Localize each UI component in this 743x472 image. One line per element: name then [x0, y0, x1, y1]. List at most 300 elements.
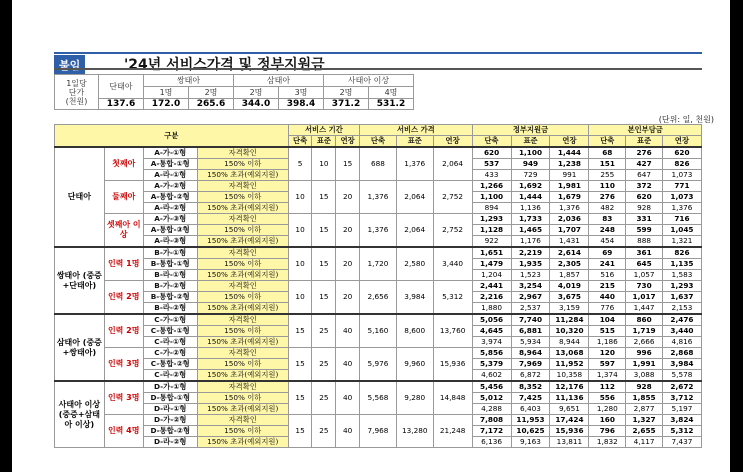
subgroup-label: 둘째아 [104, 181, 143, 214]
group-label: 삼태아 (중증+쌍태아) [55, 314, 105, 381]
header-short: 단축 [360, 136, 397, 148]
document-page [12, 0, 730, 472]
condition-cell: 150% 초과(예외지원) [197, 303, 288, 315]
rate-quad-2: 371.2 [324, 99, 369, 110]
type-cell: A-라-①형 [143, 170, 197, 181]
period-cell: 40 [336, 415, 360, 448]
price-cell: 688 [360, 147, 397, 181]
subgroup-label: 인력 4명 [104, 415, 143, 448]
gov-subsidy-cell: 4,645 [472, 326, 511, 337]
self-payment-cell: 4,117 [626, 437, 663, 448]
gov-subsidy-cell: 729 [511, 170, 550, 181]
price-cell: 7,968 [360, 415, 397, 448]
gov-subsidy-cell: 12,176 [550, 381, 589, 393]
period-cell: 25 [312, 381, 336, 415]
header-short: 단축 [589, 136, 626, 148]
self-payment-cell: 248 [589, 225, 626, 236]
gov-subsidy-cell: 10,625 [511, 426, 550, 437]
self-payment-cell: 1,447 [626, 303, 663, 315]
header-gov: 정부지원금 [472, 125, 589, 136]
group-label: 단태아 [55, 147, 105, 247]
gov-subsidy-cell: 6,872 [511, 370, 550, 382]
condition-cell: 자격확인 [197, 281, 288, 292]
self-payment-cell: 5,578 [662, 370, 701, 382]
gov-subsidy-cell: 1,136 [511, 203, 550, 214]
type-cell: C-라-②형 [143, 370, 197, 382]
unit-note: (단위: 일, 천원) [658, 115, 714, 124]
self-payment-cell: 716 [662, 214, 701, 225]
condition-cell: 150% 이하 [197, 326, 288, 337]
self-payment-cell: 104 [589, 314, 626, 326]
gov-subsidy-cell: 620 [472, 147, 511, 159]
gov-subsidy-cell: 10,358 [550, 370, 589, 382]
self-payment-cell: 597 [589, 359, 626, 370]
gov-subsidy-cell: 6,136 [472, 437, 511, 448]
price-cell: 1,376 [396, 147, 433, 181]
period-cell: 15 [312, 214, 336, 248]
condition-cell: 150% 이하 [197, 192, 288, 203]
gov-subsidy-cell: 894 [472, 203, 511, 214]
type-cell: C-라-①형 [143, 337, 197, 348]
gov-subsidy-cell: 1,444 [511, 192, 550, 203]
price-cell: 1,376 [360, 214, 397, 248]
self-payment-cell: 645 [626, 259, 663, 270]
gov-subsidy-cell: 3,254 [511, 281, 550, 292]
price-cell: 2,580 [396, 247, 433, 281]
self-payment-cell: 730 [626, 281, 663, 292]
gov-subsidy-cell: 10,320 [550, 326, 589, 337]
period-cell: 20 [336, 247, 360, 281]
self-payment-cell: 372 [626, 181, 663, 192]
gov-subsidy-cell: 2,441 [472, 281, 511, 292]
table-row [55, 247, 702, 259]
period-cell: 15 [288, 348, 312, 382]
gov-subsidy-cell: 9,163 [511, 437, 550, 448]
gov-subsidy-cell: 433 [472, 170, 511, 181]
type-cell: B-라-②형 [143, 303, 197, 315]
period-cell: 5 [288, 147, 312, 181]
self-payment-cell: 2,153 [662, 303, 701, 315]
gov-subsidy-cell: 1,880 [472, 303, 511, 315]
self-payment-cell: 1,855 [626, 393, 663, 404]
header-std: 표준 [511, 136, 550, 148]
price-cell: 2,064 [396, 214, 433, 248]
condition-cell: 150% 초과(예외지원) [197, 203, 288, 214]
price-cell: 5,976 [360, 348, 397, 382]
period-cell: 40 [336, 314, 360, 348]
price-cell: 2,752 [433, 181, 472, 214]
price-cell: 5,312 [433, 281, 472, 315]
gov-subsidy-cell: 1,376 [550, 203, 589, 214]
gov-subsidy-cell: 1,857 [550, 270, 589, 281]
self-payment-cell: 5,197 [662, 404, 701, 415]
gov-subsidy-cell: 2,036 [550, 214, 589, 225]
title-underline [54, 68, 702, 70]
gov-subsidy-cell: 7,969 [511, 359, 550, 370]
price-cell: 9,280 [396, 381, 433, 415]
gov-subsidy-cell: 1,523 [511, 270, 550, 281]
header-quad: 사태아 이상 [324, 75, 414, 87]
service-price-body [55, 147, 702, 448]
row-label-line: 단가 [68, 87, 85, 97]
self-payment-cell: 454 [589, 236, 626, 248]
gov-subsidy-cell: 1,465 [511, 225, 550, 236]
period-cell: 10 [288, 247, 312, 281]
gov-subsidy-cell: 922 [472, 236, 511, 248]
gov-subsidy-cell: 11,284 [550, 314, 589, 326]
header-self: 본인부담금 [589, 125, 702, 136]
gov-subsidy-cell: 4,288 [472, 404, 511, 415]
self-payment-cell: 3,984 [662, 359, 701, 370]
subgroup-label: 인력 3명 [104, 381, 143, 415]
gov-subsidy-cell: 1,444 [550, 147, 589, 159]
gov-subsidy-cell: 1,204 [472, 270, 511, 281]
self-payment-cell: 599 [626, 225, 663, 236]
subgroup-label: 첫째아 [104, 147, 143, 181]
header-std: 표준 [396, 136, 433, 148]
gov-subsidy-cell: 2,219 [511, 247, 550, 259]
period-cell: 20 [336, 214, 360, 248]
type-cell: A-통합-①형 [143, 159, 197, 170]
gov-subsidy-cell: 2,967 [511, 292, 550, 303]
self-payment-cell: 427 [626, 159, 663, 170]
self-payment-cell: 1,832 [589, 437, 626, 448]
price-cell: 13,280 [396, 415, 433, 448]
condition-cell: 150% 초과(예외지원) [197, 370, 288, 382]
gov-subsidy-cell: 1,479 [472, 259, 511, 270]
table-row [55, 381, 702, 393]
self-payment-cell: 928 [626, 381, 663, 393]
gov-subsidy-cell: 1,981 [550, 181, 589, 192]
gov-subsidy-cell: 1,176 [511, 236, 550, 248]
self-payment-cell: 796 [589, 426, 626, 437]
price-cell: 1,376 [360, 181, 397, 214]
gov-subsidy-cell: 11,136 [550, 393, 589, 404]
gov-subsidy-cell: 1,692 [511, 181, 550, 192]
type-cell: C-통합-①형 [143, 326, 197, 337]
self-payment-cell: 771 [662, 181, 701, 192]
period-cell: 15 [336, 147, 360, 181]
price-cell: 1,720 [360, 247, 397, 281]
condition-cell: 150% 이하 [197, 292, 288, 303]
header-short: 단축 [472, 136, 511, 148]
period-cell: 10 [288, 281, 312, 315]
header-price: 서비스 가격 [360, 125, 473, 136]
type-cell: D-라-①형 [143, 404, 197, 415]
condition-cell: 150% 초과(예외지원) [197, 170, 288, 181]
gov-subsidy-cell: 3,675 [550, 292, 589, 303]
header-single: 단태아 [99, 75, 144, 99]
condition-cell: 150% 이하 [197, 426, 288, 437]
self-payment-cell: 1,057 [626, 270, 663, 281]
type-cell: A-가-③형 [143, 214, 197, 225]
self-payment-cell: 1,583 [662, 270, 701, 281]
period-cell: 20 [336, 181, 360, 214]
type-cell: A-라-②형 [143, 203, 197, 214]
self-payment-cell: 1,073 [662, 170, 701, 181]
table-row [55, 348, 702, 359]
gov-subsidy-cell: 5,934 [511, 337, 550, 348]
gov-subsidy-cell: 6,881 [511, 326, 550, 337]
self-payment-cell: 1,991 [626, 359, 663, 370]
group-label: 쌍태아 (중증+단태아) [55, 247, 105, 314]
type-cell: D-라-②형 [143, 437, 197, 448]
self-payment-cell: 241 [589, 259, 626, 270]
daily-rate-table [54, 74, 414, 110]
condition-cell: 150% 초과(예외지원) [197, 270, 288, 281]
type-cell: B-라-①형 [143, 270, 197, 281]
gov-subsidy-cell: 17,424 [550, 415, 589, 426]
gov-subsidy-cell: 8,964 [511, 348, 550, 359]
condition-cell: 150% 이하 [197, 225, 288, 236]
gov-subsidy-cell: 11,953 [511, 415, 550, 426]
subgroup-label: 셋째아 이상 [104, 214, 143, 248]
self-payment-cell: 888 [626, 236, 663, 248]
header-ext: 연장 [550, 136, 589, 148]
gov-subsidy-cell: 5,856 [472, 348, 511, 359]
gov-subsidy-cell: 1,431 [550, 236, 589, 248]
header-ext: 연장 [433, 136, 472, 148]
period-cell: 15 [288, 415, 312, 448]
header-ext: 연장 [662, 136, 701, 148]
type-cell: C-가-②형 [143, 348, 197, 359]
self-payment-cell: 215 [589, 281, 626, 292]
table-row [55, 147, 702, 159]
price-cell: 9,960 [396, 348, 433, 382]
header-std: 표준 [626, 136, 663, 148]
self-payment-cell: 2,877 [626, 404, 663, 415]
self-payment-cell: 112 [589, 381, 626, 393]
period-cell: 40 [336, 348, 360, 382]
self-payment-cell: 1,374 [589, 370, 626, 382]
self-payment-cell: 620 [626, 192, 663, 203]
gov-subsidy-cell: 1,935 [511, 259, 550, 270]
period-cell: 15 [312, 281, 336, 315]
period-cell: 20 [336, 281, 360, 315]
gov-subsidy-cell: 1,293 [472, 214, 511, 225]
type-cell: C-통합-②형 [143, 359, 197, 370]
period-cell: 40 [336, 381, 360, 415]
self-payment-cell: 3,824 [662, 415, 701, 426]
gov-subsidy-cell: 1,100 [511, 147, 550, 159]
price-cell: 13,760 [433, 314, 472, 348]
self-payment-cell: 1,293 [662, 281, 701, 292]
header-triplet-2: 2명 [234, 87, 279, 99]
self-payment-cell: 776 [589, 303, 626, 315]
self-payment-cell: 2,666 [626, 337, 663, 348]
self-payment-cell: 1,186 [589, 337, 626, 348]
gov-subsidy-cell: 1,679 [550, 192, 589, 203]
self-payment-cell: 69 [589, 247, 626, 259]
self-payment-cell: 151 [589, 159, 626, 170]
gov-subsidy-cell: 7,740 [511, 314, 550, 326]
condition-cell: 150% 초과(예외지원) [197, 404, 288, 415]
self-payment-cell: 482 [589, 203, 626, 214]
header-twin-2: 2명 [189, 87, 234, 99]
type-cell: D-가-②형 [143, 415, 197, 426]
self-payment-cell: 1,327 [626, 415, 663, 426]
self-payment-cell: 826 [662, 159, 701, 170]
condition-cell: 자격확인 [197, 415, 288, 426]
service-price-table [54, 124, 702, 448]
self-payment-cell: 1,073 [662, 192, 701, 203]
gov-subsidy-cell: 4,602 [472, 370, 511, 382]
self-payment-cell: 255 [589, 170, 626, 181]
gov-subsidy-cell: 8,944 [550, 337, 589, 348]
self-payment-cell: 860 [626, 314, 663, 326]
type-cell: A-통합-③형 [143, 225, 197, 236]
table-row [55, 181, 702, 192]
gov-subsidy-cell: 5,056 [472, 314, 511, 326]
period-cell: 10 [312, 147, 336, 181]
gov-subsidy-cell: 9,651 [550, 404, 589, 415]
self-payment-cell: 516 [589, 270, 626, 281]
period-cell: 25 [312, 314, 336, 348]
condition-cell: 자격확인 [197, 214, 288, 225]
self-payment-cell: 5,312 [662, 426, 701, 437]
subgroup-label: 인력 3명 [104, 348, 143, 382]
gov-subsidy-cell: 2,305 [550, 259, 589, 270]
header-triplet: 삼태아 [234, 75, 324, 87]
gov-subsidy-cell: 2,537 [511, 303, 550, 315]
price-cell: 15,936 [433, 348, 472, 382]
rate-quad-4: 531.2 [369, 99, 414, 110]
self-payment-cell: 160 [589, 415, 626, 426]
type-cell: A-라-③형 [143, 236, 197, 248]
header-period: 서비스 기간 [288, 125, 359, 136]
attachment-badge: 붙임 [54, 55, 85, 75]
self-payment-cell: 2,655 [626, 426, 663, 437]
daily-rate-row-label [55, 75, 99, 110]
rate-triplet-3: 398.4 [279, 99, 324, 110]
self-payment-cell: 1,135 [662, 259, 701, 270]
self-payment-cell: 7,437 [662, 437, 701, 448]
price-cell: 21,248 [433, 415, 472, 448]
self-payment-cell: 3,440 [662, 326, 701, 337]
group-label: 사태아 이상 (중증+삼태아 이상) [55, 381, 105, 448]
gov-subsidy-cell: 991 [550, 170, 589, 181]
gov-subsidy-cell: 3,974 [472, 337, 511, 348]
rate-triplet-2: 344.0 [234, 99, 279, 110]
header-gubun: 구분 [55, 125, 289, 148]
gov-subsidy-cell: 537 [472, 159, 511, 170]
gov-subsidy-cell: 5,379 [472, 359, 511, 370]
condition-cell: 150% 이하 [197, 393, 288, 404]
header-twin: 쌍태아 [144, 75, 234, 87]
subgroup-label: 인력 2명 [104, 281, 143, 315]
gov-subsidy-cell: 3,159 [550, 303, 589, 315]
self-payment-cell: 647 [626, 170, 663, 181]
condition-cell: 150% 이하 [197, 159, 288, 170]
table-row [55, 314, 702, 326]
header-ext: 연장 [336, 136, 360, 148]
type-cell: A-가-①형 [143, 147, 197, 159]
gov-subsidy-cell: 1,238 [550, 159, 589, 170]
self-payment-cell: 1,376 [662, 203, 701, 214]
period-cell: 15 [312, 181, 336, 214]
gov-subsidy-cell: 2,216 [472, 292, 511, 303]
gov-subsidy-cell: 13,068 [550, 348, 589, 359]
period-cell: 10 [288, 214, 312, 248]
type-cell: B-가-②형 [143, 281, 197, 292]
self-payment-cell: 276 [626, 147, 663, 159]
condition-cell: 자격확인 [197, 181, 288, 192]
header-std: 표준 [312, 136, 336, 148]
self-payment-cell: 331 [626, 214, 663, 225]
row-label-line: (천원) [65, 96, 88, 106]
type-cell: D-통합-②형 [143, 426, 197, 437]
condition-cell: 자격확인 [197, 381, 288, 393]
self-payment-cell: 620 [662, 147, 701, 159]
condition-cell: 자격확인 [197, 314, 288, 326]
condition-cell: 자격확인 [197, 348, 288, 359]
self-payment-cell: 826 [662, 247, 701, 259]
rate-single: 137.6 [99, 99, 144, 110]
type-cell: C-가-①형 [143, 314, 197, 326]
gov-subsidy-cell: 13,811 [550, 437, 589, 448]
self-payment-cell: 1,321 [662, 236, 701, 248]
header-quad-4: 4명 [369, 87, 414, 99]
self-payment-cell: 68 [589, 147, 626, 159]
self-payment-cell: 83 [589, 214, 626, 225]
self-payment-cell: 276 [589, 192, 626, 203]
subgroup-label: 인력 1명 [104, 247, 143, 281]
period-cell: 10 [288, 181, 312, 214]
gov-subsidy-cell: 1,100 [472, 192, 511, 203]
type-cell: B-통합-①형 [143, 259, 197, 270]
gov-subsidy-cell: 2,614 [550, 247, 589, 259]
self-payment-cell: 110 [589, 181, 626, 192]
price-cell: 2,752 [433, 214, 472, 248]
price-cell: 3,440 [433, 247, 472, 281]
self-payment-cell: 1,280 [589, 404, 626, 415]
gov-subsidy-cell: 4,019 [550, 281, 589, 292]
period-cell: 15 [288, 381, 312, 415]
row-label-line: 1일당 [66, 78, 87, 88]
type-cell: A-가-②형 [143, 181, 197, 192]
self-payment-cell: 3,712 [662, 393, 701, 404]
self-payment-cell: 440 [589, 292, 626, 303]
type-cell: A-통합-②형 [143, 192, 197, 203]
table-row [55, 281, 702, 292]
gov-subsidy-cell: 7,425 [511, 393, 550, 404]
self-payment-cell: 2,476 [662, 314, 701, 326]
gov-subsidy-cell: 8,352 [511, 381, 550, 393]
gov-subsidy-cell: 6,403 [511, 404, 550, 415]
header-triplet-3: 3명 [279, 87, 324, 99]
price-cell: 3,984 [396, 281, 433, 315]
header-short: 단축 [288, 136, 312, 148]
condition-cell: 150% 초과(예외지원) [197, 437, 288, 448]
self-payment-cell: 1,637 [662, 292, 701, 303]
price-cell: 14,848 [433, 381, 472, 415]
price-cell: 2,064 [433, 147, 472, 181]
self-payment-cell: 1,719 [626, 326, 663, 337]
gov-subsidy-cell: 7,172 [472, 426, 511, 437]
condition-cell: 150% 이하 [197, 359, 288, 370]
gov-subsidy-cell: 15,936 [550, 426, 589, 437]
price-cell: 8,600 [396, 314, 433, 348]
self-payment-cell: 361 [626, 247, 663, 259]
self-payment-cell: 120 [589, 348, 626, 359]
gov-subsidy-cell: 5,456 [472, 381, 511, 393]
price-cell: 2,064 [396, 181, 433, 214]
self-payment-cell: 4,816 [662, 337, 701, 348]
type-cell: D-가-①형 [143, 381, 197, 393]
period-cell: 15 [288, 314, 312, 348]
gov-subsidy-cell: 1,707 [550, 225, 589, 236]
self-payment-cell: 996 [626, 348, 663, 359]
